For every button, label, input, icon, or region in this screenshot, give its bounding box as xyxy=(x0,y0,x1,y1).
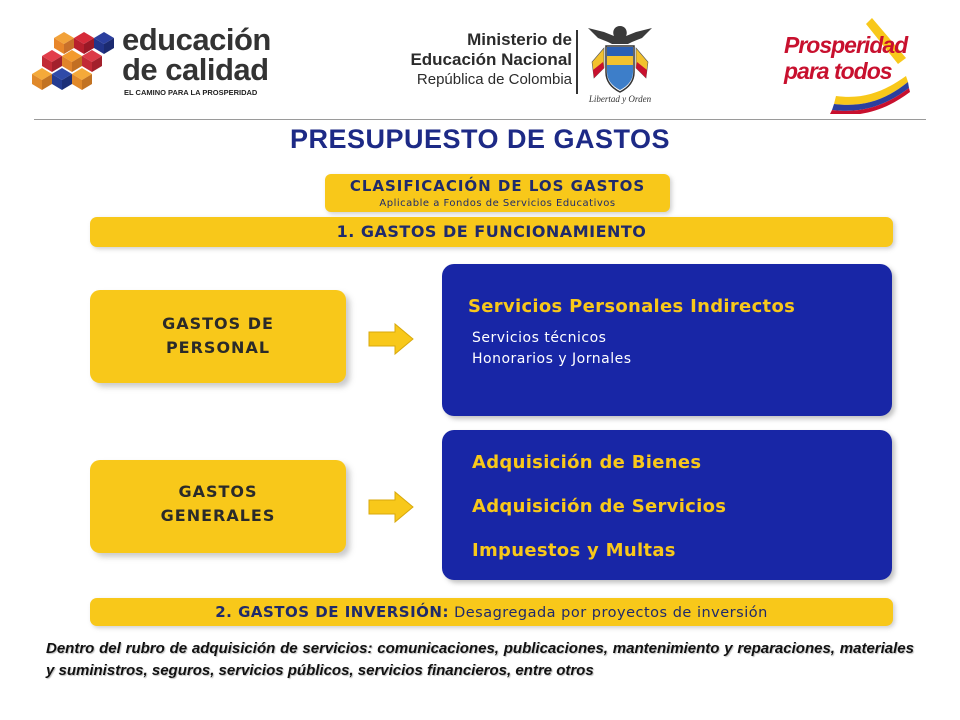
ministry-line3: República de Colombia xyxy=(416,71,572,88)
funcionamiento-bar xyxy=(90,217,893,247)
ministry-name xyxy=(392,30,572,90)
page-title xyxy=(0,124,960,155)
gastos-personal-card xyxy=(90,290,346,383)
arrow-right-icon xyxy=(367,490,415,524)
gastos-generales-card xyxy=(90,460,346,553)
inversion-label: 2. GASTOS DE INVERSIÓN: xyxy=(215,603,449,621)
impuestos-multas-item: Impuestos y Multas xyxy=(472,540,676,561)
gastos-personal-line1: GASTOS DE xyxy=(162,314,274,333)
prosperidad-line1: Prosperidad xyxy=(784,32,908,58)
classification-title: CLASIFICACIÓN DE LOS GASTOS xyxy=(349,177,646,195)
classification-header xyxy=(325,174,670,212)
inversion-text xyxy=(90,603,893,621)
ministry-line2: Educación Nacional xyxy=(410,50,572,69)
footnote: Dentro del rubro de adquisición de servicios: comunicaciones, publicaciones, mantenimiento y reparaciones, materiales y suministros, seguros, servicios públicos, servicios financieros, entre otros xyxy=(46,640,914,679)
ministry-line1: Ministerio de xyxy=(467,30,572,49)
colombia-coat-of-arms-icon xyxy=(584,22,656,98)
adquisicion-servicios-item: Adquisición de Servicios xyxy=(472,496,727,517)
header-divider xyxy=(34,119,926,120)
inversion-bar xyxy=(90,598,893,626)
gastos-generales-box xyxy=(442,430,892,580)
crest-motto: Libertad y Orden xyxy=(588,94,652,104)
edu-logo-line1: educación xyxy=(122,22,271,57)
page-title-text: PRESUPUESTO DE GASTOS xyxy=(289,124,671,154)
ministry-divider xyxy=(576,30,578,94)
prosperidad-line2: para todos xyxy=(784,58,892,84)
gastos-generales-line2: GENERALES xyxy=(160,506,276,525)
educacion-de-calidad-logo xyxy=(32,22,302,102)
gastos-generales-line1: GASTOS xyxy=(178,482,258,501)
prosperidad-para-todos-logo xyxy=(776,18,916,114)
honorarios-jornales-item: Honorarios y Jornales xyxy=(472,351,632,367)
servicios-personales-box xyxy=(442,264,892,416)
adquisicion-bienes-item: Adquisición de Bienes xyxy=(472,452,702,473)
servicios-personales-heading: Servicios Personales Indirectos xyxy=(468,296,796,317)
arrow-right-icon xyxy=(367,322,415,356)
servicios-tecnicos-item: Servicios técnicos xyxy=(472,330,607,346)
funcionamiento-label: 1. GASTOS DE FUNCIONAMIENTO xyxy=(336,222,647,241)
cubes-logo-icon xyxy=(32,28,116,100)
edu-logo-line2: de calidad xyxy=(122,52,269,87)
edu-logo-tagline: EL CAMINO PARA LA PROSPERIDAD xyxy=(124,88,258,97)
classification-subtitle: Aplicable a Fondos de Servicios Educativos xyxy=(379,198,616,209)
inversion-detail: Desagregada por proyectos de inversión xyxy=(454,605,768,621)
gastos-personal-line2: PERSONAL xyxy=(165,338,271,357)
